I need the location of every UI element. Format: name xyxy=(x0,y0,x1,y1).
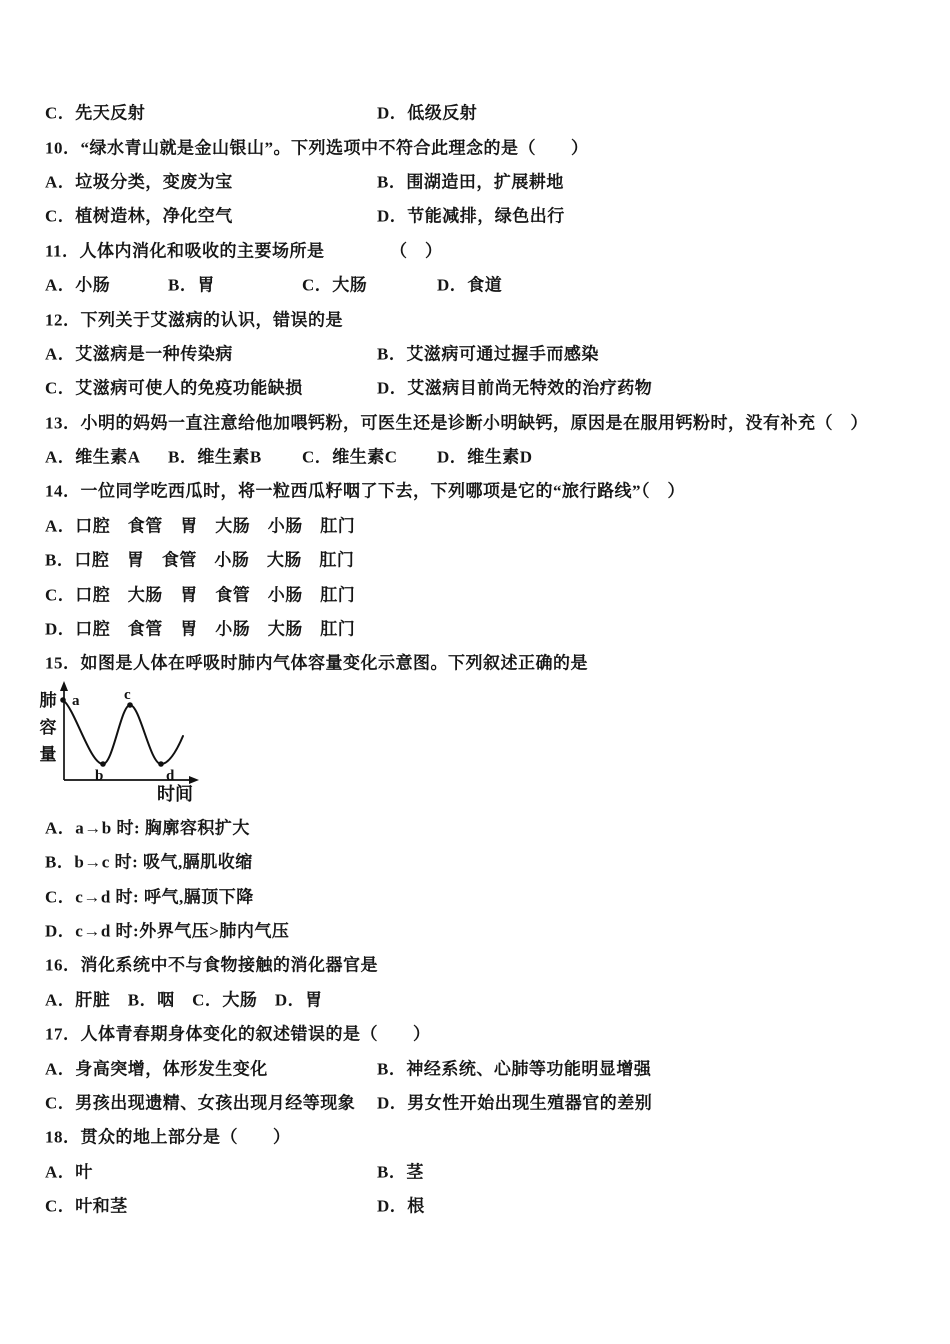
q12-stem xyxy=(45,300,910,334)
q9-option-d: D．低级反射 xyxy=(377,103,478,123)
q12-option-b: B．艾滋病可通过握手而感染 xyxy=(377,344,599,364)
point-a-label: a xyxy=(72,692,80,709)
q14-option-a xyxy=(45,507,910,541)
q12-options-ab xyxy=(45,335,910,369)
q14-stem xyxy=(45,472,910,506)
q16-stem xyxy=(45,946,910,980)
q11-stem xyxy=(45,232,910,266)
q17-option-b: B．神经系统、心肺等功能明显增强 xyxy=(377,1059,652,1079)
q10-option-a: A．垃圾分类，变废为宝 xyxy=(45,172,233,192)
q11-answer-bracket: （ ） xyxy=(390,241,443,261)
point-a-dot xyxy=(60,697,66,703)
q14-option-d-text: D．口腔 食管 胃 小肠 大肠 肛门 xyxy=(45,619,356,639)
q13-option-c: C．维生素C xyxy=(302,447,398,467)
q12-stem-text: 12．下列关于艾滋病的认识，错误的是 xyxy=(45,310,343,330)
q14-option-c-text: C．口腔 大肠 胃 食管 小肠 肛门 xyxy=(45,585,356,605)
q15-option-d-text: D．c→d 时:外界气压>肺内气压 xyxy=(45,921,290,941)
y-axis-label-char3: 量 xyxy=(39,744,57,764)
lung-volume-curve xyxy=(63,700,183,764)
q17-options-cd xyxy=(45,1084,910,1118)
q10-option-c: C．植树造林，净化空气 xyxy=(45,206,233,226)
q14-option-c xyxy=(45,575,910,609)
q10-options-ab xyxy=(45,163,910,197)
x-axis-arrow xyxy=(189,776,199,784)
q18-options-cd xyxy=(45,1187,910,1221)
q13-option-b: B．维生素B xyxy=(168,447,262,467)
q16-stem-text: 16．消化系统中不与食物接触的消化器官是 xyxy=(45,955,378,975)
x-axis-label: 时间 xyxy=(157,783,193,804)
q17-stem xyxy=(45,1015,910,1049)
q18-options-ab xyxy=(45,1153,910,1187)
q12-options-cd xyxy=(45,369,910,403)
q18-option-a: A．叶 xyxy=(45,1162,93,1182)
y-axis-arrow xyxy=(60,681,68,691)
q12-option-c: C．艾滋病可使人的免疫功能缺损 xyxy=(45,378,303,398)
q14-option-b xyxy=(45,541,910,575)
q13-option-a: A．维生素A xyxy=(45,447,141,467)
q18-stem xyxy=(45,1118,910,1152)
q13-option-d: D．维生素D xyxy=(437,447,533,467)
q14-option-a-text: A．口腔 食管 胃 大肠 小肠 肛门 xyxy=(45,516,356,536)
q15-option-a xyxy=(45,809,910,843)
q9-option-c: C．先天反射 xyxy=(45,103,146,123)
q13-options xyxy=(45,438,910,472)
q11-option-b: B．胃 xyxy=(168,275,215,295)
q12-option-d: D．艾滋病目前尚无特效的治疗药物 xyxy=(377,378,653,398)
q15-option-c-text: C．c→d 时: 呼气,膈顶下降 xyxy=(45,887,254,907)
point-c-dot xyxy=(127,702,133,708)
q11-option-d: D．食道 xyxy=(437,275,503,295)
point-c-label: c xyxy=(124,686,131,703)
q11-options xyxy=(45,266,910,300)
q11-option-a: A．小肠 xyxy=(45,275,111,295)
y-axis-label-char2: 容 xyxy=(39,717,57,737)
y-axis-label-char1: 肺 xyxy=(39,690,57,710)
q15-option-d xyxy=(45,912,910,946)
q17-option-c: C．男孩出现遗精、女孩出现月经等现象 xyxy=(45,1093,356,1113)
q15-lung-volume-chart xyxy=(37,679,910,809)
q15-stem xyxy=(45,644,910,678)
q14-stem-text: 14．一位同学吃西瓜时，将一粒西瓜籽咽了下去，下列哪项是它的“旅行路线”（ ） xyxy=(45,481,685,501)
q15-option-b-text: B．b→c 时: 吸气,膈肌收缩 xyxy=(45,852,253,872)
q18-stem-text: 18．贯众的地上部分是（ ） xyxy=(45,1127,291,1147)
lung-volume-chart-svg xyxy=(37,679,209,807)
q18-option-d: D．根 xyxy=(377,1196,425,1216)
q11-option-c: C．大肠 xyxy=(302,275,368,295)
q15-option-a-text: A．a→b 时: 胸廓容积扩大 xyxy=(45,818,250,838)
q16-options-text: A．肝脏 B．咽 C．大肠 D．胃 xyxy=(45,990,323,1010)
q17-options-ab xyxy=(45,1049,910,1083)
q15-option-c xyxy=(45,877,910,911)
q12-option-a: A．艾滋病是一种传染病 xyxy=(45,344,233,364)
point-d-dot xyxy=(158,761,164,767)
q13-stem-text: 13．小明的妈妈一直注意给他加喂钙粉，可医生还是诊断小明缺钙，原因是在服用钙粉时，没有补充（ ） xyxy=(45,413,868,433)
q17-option-a: A．身高突增，体形发生变化 xyxy=(45,1059,268,1079)
q10-options-cd xyxy=(45,197,910,231)
q18-option-b: B．茎 xyxy=(377,1162,424,1182)
point-d-label: d xyxy=(166,767,175,784)
q15-stem-text: 15．如图是人体在呼吸时肺内气体容量变化示意图。下列叙述正确的是 xyxy=(45,653,588,673)
q14-option-d xyxy=(45,610,910,644)
q17-stem-text: 17．人体青春期身体变化的叙述错误的是（ ） xyxy=(45,1024,431,1044)
q11-stem-text: 11．人体内消化和吸收的主要场所是 xyxy=(45,241,325,261)
q9-options-cd xyxy=(45,94,910,128)
q17-option-d: D．男女性开始出现生殖器官的差别 xyxy=(377,1093,653,1113)
q14-option-b-text: B．口腔 胃 食管 小肠 大肠 肛门 xyxy=(45,550,355,570)
q13-stem xyxy=(45,404,910,438)
q16-options xyxy=(45,981,910,1015)
q10-stem-text: 10．“绿水青山就是金山银山”。下列选项中不符合此理念的是（ ） xyxy=(45,138,589,158)
point-b-label: b xyxy=(95,767,104,784)
q15-option-b xyxy=(45,843,910,877)
q18-option-c: C．叶和茎 xyxy=(45,1196,128,1216)
point-b-dot xyxy=(100,761,106,767)
q10-option-b: B．围湖造田，扩展耕地 xyxy=(377,172,564,192)
q10-option-d: D．节能减排，绿色出行 xyxy=(377,206,565,226)
q10-stem xyxy=(45,128,910,162)
